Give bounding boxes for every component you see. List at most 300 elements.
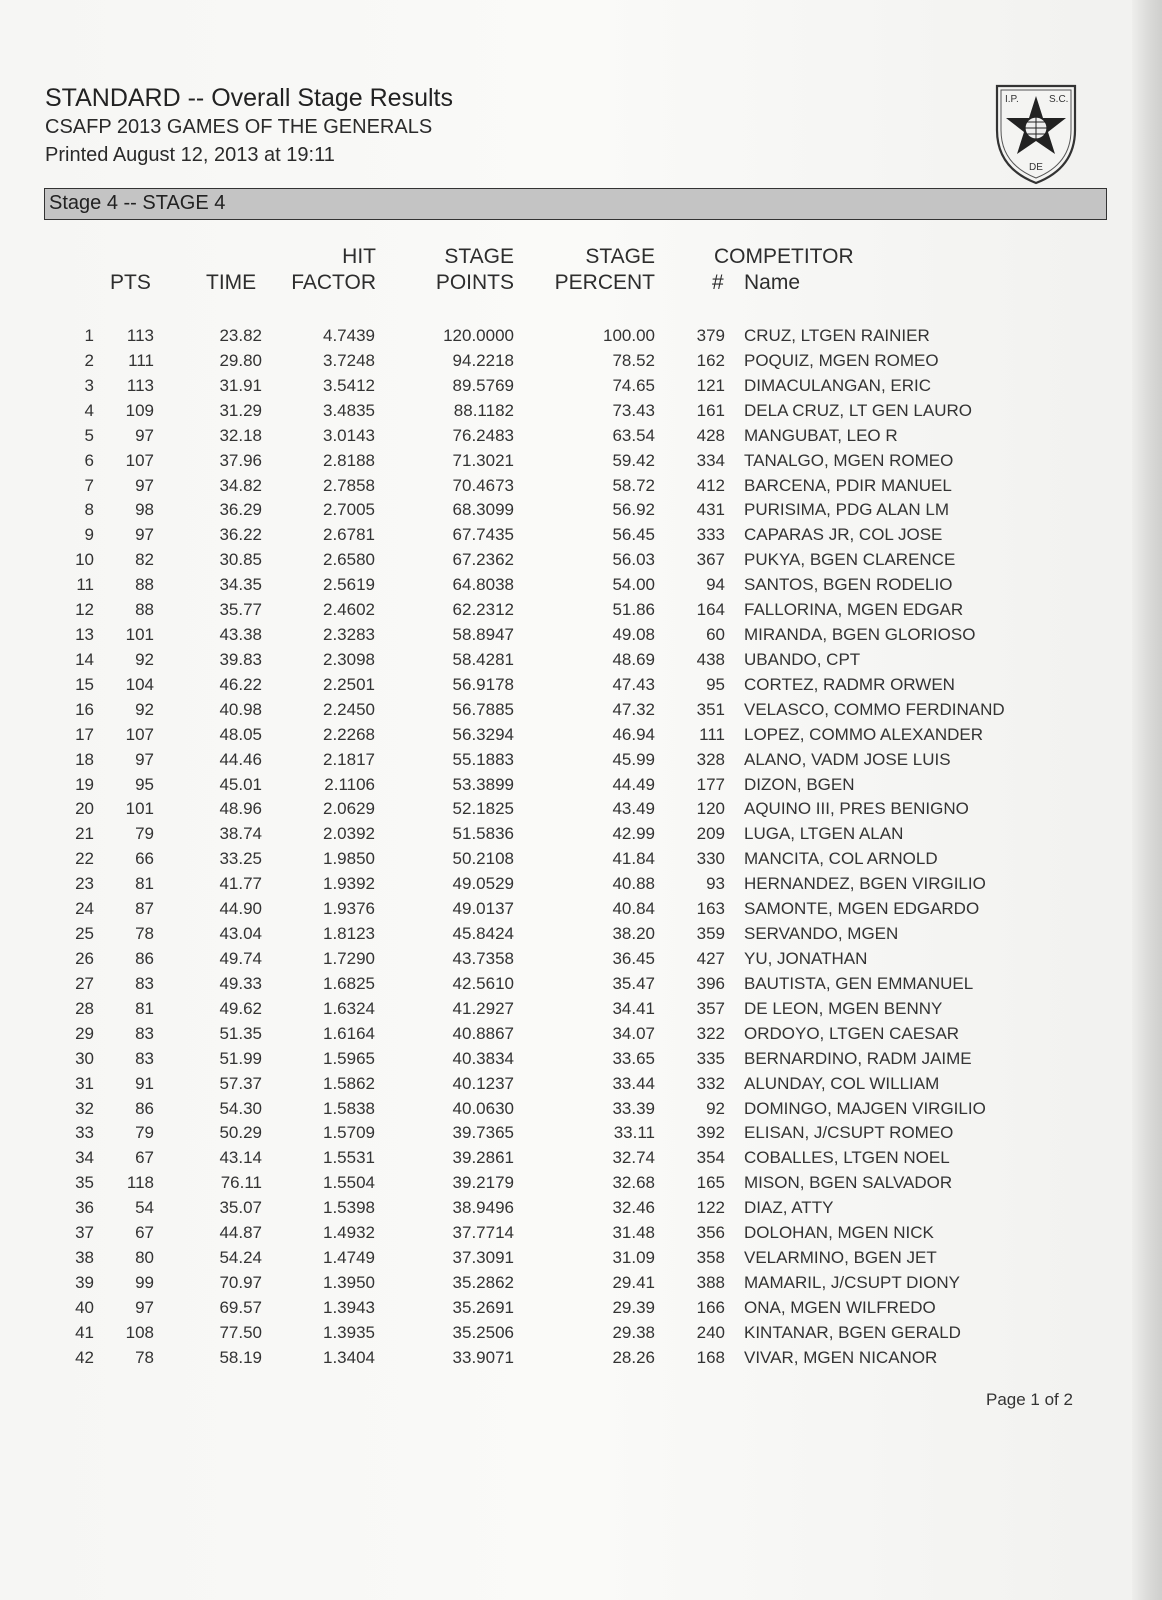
stage-points-cell: 55.1883 [452, 749, 514, 769]
competitor-number-cell: 164 [696, 600, 725, 620]
hit-factor-cell: 2.5619 [323, 575, 375, 595]
hit-factor-cell: 2.7858 [323, 475, 375, 495]
time-cell: 45.01 [219, 774, 262, 794]
stage-percent-cell: 34.41 [612, 998, 655, 1018]
competitor-name-cell: DIMACULANGAN, ERIC [744, 375, 932, 395]
rank-cell: 21 [75, 824, 94, 844]
table-row [0, 725, 1162, 750]
stage-percent-cell: 36.45 [612, 949, 655, 968]
ipsc-shield-logo [993, 82, 1079, 186]
time-cell: 35.77 [219, 600, 262, 620]
table-row [0, 1099, 1162, 1124]
rank-cell: 3 [84, 375, 94, 395]
time-cell: 40.98 [219, 699, 262, 719]
rank-cell: 42 [75, 1347, 94, 1367]
stage-points-cell: 33.9071 [452, 1347, 514, 1367]
competitor-number-cell: 358 [696, 1248, 725, 1268]
stage-points-cell: 76.2483 [452, 425, 514, 445]
hit-factor-cell: 2.7005 [323, 500, 375, 520]
rank-cell: 2 [84, 350, 94, 370]
hit-factor-cell: 1.5709 [323, 1123, 375, 1143]
table-row [0, 974, 1162, 999]
table-row [0, 1273, 1162, 1298]
points-cell: 95 [135, 774, 154, 794]
table-row [0, 351, 1162, 376]
time-cell: 43.38 [219, 625, 262, 645]
hit-factor-cell: 1.5838 [323, 1098, 375, 1118]
stage-percent-cell: 44.49 [612, 774, 655, 794]
points-cell: 54 [135, 1198, 154, 1218]
competitor-name-cell: DIAZ, ATTY [744, 1198, 834, 1218]
hit-factor-cell: 2.2501 [323, 674, 375, 694]
competitor-number-cell: 357 [696, 998, 725, 1018]
rank-cell: 25 [75, 924, 94, 944]
rank-cell: 4 [84, 400, 94, 420]
rank-cell: 30 [75, 1048, 94, 1068]
table-row [0, 999, 1162, 1024]
stage-percent-cell: 32.46 [612, 1198, 655, 1218]
competitor-name-cell: BARCENA, PDIR MANUEL [744, 475, 952, 495]
table-row [0, 949, 1162, 974]
competitor-name-cell: SERVANDO, MGEN [744, 924, 899, 944]
rank-cell: 16 [75, 699, 94, 719]
stage-points-cell: 53.3899 [452, 774, 514, 794]
hit-factor-cell: 1.6825 [323, 973, 375, 993]
stage-percent-cell: 51.86 [612, 600, 655, 620]
time-cell: 44.90 [219, 899, 262, 919]
competitor-name-cell: VIVAR, MGEN NICANOR [744, 1347, 938, 1367]
time-cell: 43.04 [219, 924, 262, 944]
points-cell: 113 [126, 375, 154, 395]
time-cell: 39.83 [219, 649, 262, 669]
stage-points-cell: 35.2691 [452, 1297, 514, 1317]
hit-factor-cell: 2.0629 [323, 799, 375, 819]
points-cell: 97 [135, 475, 154, 495]
stage-points-cell: 56.9178 [452, 674, 514, 694]
points-cell: 97 [135, 749, 154, 769]
competitor-number-cell: 161 [696, 400, 725, 420]
competitor-number-cell: 322 [696, 1023, 725, 1043]
time-cell: 23.82 [219, 326, 262, 345]
competitor-number-cell: 177 [696, 774, 725, 794]
competitor-name-cell: KINTANAR, BGEN GERALD [744, 1322, 961, 1342]
stage-percent-cell: 78.52 [612, 350, 655, 370]
time-cell: 69.57 [219, 1297, 262, 1317]
time-cell: 33.25 [219, 849, 262, 869]
stage-points-cell: 50.2108 [452, 849, 514, 869]
time-cell: 38.74 [219, 824, 262, 844]
stage-points-cell: 70.4673 [452, 475, 514, 495]
competitor-number-cell: 330 [696, 849, 725, 869]
competitor-number-cell: 392 [696, 1123, 725, 1143]
competitor-name-cell: LOPEZ, COMMO ALEXANDER [744, 724, 983, 744]
table-row [0, 799, 1162, 824]
stage-percent-cell: 47.32 [612, 699, 655, 719]
stage-percent-cell: 40.84 [612, 899, 655, 919]
competitor-number-cell: 356 [696, 1223, 725, 1243]
table-row [0, 1024, 1162, 1049]
header-number: # [712, 271, 724, 294]
points-cell: 79 [135, 824, 154, 844]
time-cell: 58.19 [219, 1347, 262, 1367]
header-stage-points-1: STAGE [444, 245, 514, 268]
stage-points-cell: 37.7714 [452, 1223, 514, 1243]
time-cell: 54.30 [219, 1098, 262, 1118]
competitor-number-cell: 333 [696, 525, 725, 545]
time-cell: 43.14 [219, 1148, 262, 1168]
time-cell: 49.74 [219, 949, 262, 968]
hit-factor-cell: 2.3098 [323, 649, 375, 669]
competitor-number-cell: 328 [696, 749, 725, 769]
rank-cell: 35 [75, 1173, 94, 1193]
header-competitor: COMPETITOR [714, 245, 854, 268]
competitor-number-cell: 334 [696, 450, 725, 470]
time-cell: 34.35 [219, 575, 262, 595]
rank-cell: 38 [75, 1248, 94, 1268]
stage-percent-cell: 34.07 [612, 1023, 655, 1043]
competitor-name-cell: DE LEON, MGEN BENNY [744, 998, 943, 1018]
table-row [0, 750, 1162, 775]
hit-factor-cell: 1.4932 [323, 1223, 375, 1243]
competitor-number-cell: 396 [696, 973, 725, 993]
time-cell: 57.37 [219, 1073, 262, 1093]
competitor-number-cell: 94 [706, 575, 725, 595]
event-name: CSAFP 2013 GAMES OF THE GENERALS [45, 116, 433, 138]
competitor-number-cell: 367 [696, 550, 725, 570]
hit-factor-cell: 1.9392 [323, 874, 375, 894]
stage-percent-cell: 38.20 [612, 924, 655, 944]
hit-factor-cell: 1.3950 [323, 1272, 375, 1292]
stage-points-cell: 41.2927 [452, 998, 514, 1018]
hit-factor-cell: 1.3935 [323, 1322, 375, 1342]
stage-percent-cell: 28.26 [612, 1347, 655, 1367]
stage-points-cell: 52.1825 [452, 799, 514, 819]
points-cell: 78 [135, 924, 154, 944]
rank-cell: 24 [75, 899, 94, 919]
hit-factor-cell: 1.5504 [323, 1173, 375, 1193]
rank-cell: 41 [75, 1322, 94, 1342]
table-row [0, 401, 1162, 426]
competitor-name-cell: LUGA, LTGEN ALAN [744, 824, 904, 844]
rank-cell: 20 [75, 799, 94, 819]
points-cell: 66 [135, 849, 154, 869]
header-factor: FACTOR [291, 271, 376, 294]
table-row [0, 899, 1162, 924]
header-stage-points-2: POINTS [435, 271, 514, 294]
points-cell: 83 [135, 973, 154, 993]
hit-factor-cell: 1.3943 [323, 1297, 375, 1317]
header-pts: PTS [110, 271, 151, 294]
stage-points-cell: 35.2862 [452, 1272, 514, 1292]
stage-percent-cell: 45.99 [612, 749, 655, 769]
points-cell: 97 [135, 425, 154, 445]
points-cell: 78 [135, 1347, 154, 1367]
hit-factor-cell: 2.1817 [323, 749, 375, 769]
hit-factor-cell: 1.5862 [323, 1073, 375, 1093]
table-row [0, 550, 1162, 575]
hit-factor-cell: 1.5965 [323, 1048, 375, 1068]
hit-factor-cell: 2.4602 [323, 600, 375, 620]
competitor-number-cell: 165 [696, 1173, 725, 1193]
stage-points-cell: 39.7365 [452, 1123, 514, 1143]
competitor-number-cell: 162 [696, 350, 725, 370]
hit-factor-cell: 4.7439 [323, 326, 375, 345]
competitor-name-cell: UBANDO, CPT [744, 649, 861, 669]
stage-percent-cell: 33.11 [613, 1123, 655, 1143]
stage-percent-cell: 46.94 [612, 724, 655, 744]
printed-timestamp: Printed August 12, 2013 at 19:11 [45, 144, 335, 166]
logo-text-right: S.C. [1049, 94, 1069, 105]
stage-percent-cell: 47.43 [612, 674, 655, 694]
rank-cell: 10 [75, 550, 94, 570]
points-cell: 104 [125, 674, 154, 694]
hit-factor-cell: 1.4749 [323, 1248, 375, 1268]
competitor-number-cell: 163 [696, 899, 725, 919]
rank-cell: 12 [75, 600, 94, 620]
stage-percent-cell: 33.44 [612, 1073, 655, 1093]
points-cell: 91 [135, 1073, 154, 1093]
rank-cell: 11 [76, 575, 94, 595]
rank-cell: 22 [75, 849, 94, 869]
hit-factor-cell: 1.5398 [323, 1198, 375, 1218]
points-cell: 111 [128, 350, 154, 370]
hit-factor-cell: 1.6164 [323, 1023, 375, 1043]
stage-points-cell: 56.7885 [452, 699, 514, 719]
hit-factor-cell: 2.2268 [323, 724, 375, 744]
competitor-name-cell: CORTEZ, RADMR ORWEN [744, 674, 955, 694]
hit-factor-cell: 1.6324 [323, 998, 375, 1018]
rank-cell: 19 [75, 774, 94, 794]
competitor-name-cell: YU, JONATHAN [744, 949, 868, 968]
report-title: STANDARD -- Overall Stage Results [45, 84, 453, 112]
competitor-name-cell: HERNANDEZ, BGEN VIRGILIO [744, 874, 986, 894]
stage-points-cell: 38.9496 [452, 1198, 514, 1218]
rank-cell: 40 [75, 1297, 94, 1317]
hit-factor-cell: 3.0143 [323, 425, 375, 445]
stage-points-cell: 94.2218 [452, 350, 514, 370]
hit-factor-cell: 1.8123 [323, 924, 375, 944]
competitor-number-cell: 351 [696, 699, 725, 719]
stage-points-cell: 39.2179 [452, 1173, 514, 1193]
header-stage-percent-1: STAGE [585, 245, 655, 268]
points-cell: 101 [125, 799, 154, 819]
competitor-name-cell: COBALLES, LTGEN NOEL [744, 1148, 950, 1168]
rank-cell: 31 [75, 1073, 94, 1093]
hit-factor-cell: 3.7248 [323, 350, 375, 370]
stage-percent-cell: 40.88 [612, 874, 655, 894]
stage-points-cell: 49.0137 [452, 899, 514, 919]
time-cell: 44.87 [219, 1223, 262, 1243]
competitor-name-cell: ORDOYO, LTGEN CAESAR [744, 1023, 960, 1043]
hit-factor-cell: 1.9850 [323, 849, 375, 869]
competitor-number-cell: 379 [696, 326, 725, 345]
rank-cell: 23 [75, 874, 94, 894]
points-cell: 83 [135, 1048, 154, 1068]
competitor-name-cell: ALUNDAY, COL WILLIAM [744, 1073, 940, 1093]
competitor-name-cell: MAMARIL, J/CSUPT DIONY [744, 1272, 960, 1292]
stage-label: Stage 4 -- STAGE 4 [49, 192, 226, 214]
competitor-number-cell: 209 [696, 824, 725, 844]
hit-factor-cell: 2.6580 [323, 550, 375, 570]
competitor-name-cell: MANCITA, COL ARNOLD [744, 849, 938, 869]
table-row [0, 625, 1162, 650]
time-cell: 49.62 [219, 998, 262, 1018]
time-cell: 29.80 [219, 350, 262, 370]
stage-percent-cell: 33.39 [612, 1098, 655, 1118]
rank-cell: 37 [75, 1223, 94, 1243]
competitor-number-cell: 92 [706, 1098, 725, 1118]
points-cell: 88 [135, 575, 154, 595]
points-cell: 67 [135, 1148, 154, 1168]
stage-points-cell: 49.0529 [452, 874, 514, 894]
competitor-name-cell: ALANO, VADM JOSE LUIS [744, 749, 951, 769]
points-cell: 97 [135, 1297, 154, 1317]
time-cell: 54.24 [219, 1248, 262, 1268]
time-cell: 30.85 [219, 550, 262, 570]
table-row [0, 824, 1162, 849]
stage-points-cell: 43.7358 [452, 949, 514, 968]
competitor-name-cell: PUKYA, BGEN CLARENCE [744, 550, 956, 570]
competitor-name-cell: MANGUBAT, LEO R [744, 425, 898, 445]
stage-percent-cell: 56.03 [612, 550, 655, 570]
competitor-number-cell: 121 [696, 375, 725, 395]
stage-points-cell: 71.3021 [452, 450, 514, 470]
competitor-name-cell: ELISAN, J/CSUPT ROMEO [744, 1123, 954, 1143]
competitor-name-cell: MIRANDA, BGEN GLORIOSO [744, 625, 976, 645]
time-cell: 44.46 [219, 749, 262, 769]
stage-percent-cell: 35.47 [612, 973, 655, 993]
competitor-name-cell: BAUTISTA, GEN EMMANUEL [744, 973, 974, 993]
stage-points-cell: 120.0000 [443, 326, 514, 345]
competitor-number-cell: 93 [706, 874, 725, 894]
hit-factor-cell: 3.5412 [323, 375, 375, 395]
time-cell: 51.99 [219, 1048, 262, 1068]
stage-percent-cell: 31.48 [612, 1223, 655, 1243]
rank-cell: 13 [75, 625, 94, 645]
logo-text-bottom: DE [1029, 162, 1043, 173]
time-cell: 48.96 [219, 799, 262, 819]
stage-points-cell: 40.8867 [452, 1023, 514, 1043]
points-cell: 86 [135, 949, 154, 968]
rank-cell: 27 [75, 973, 94, 993]
rank-cell: 9 [84, 525, 94, 545]
points-cell: 87 [135, 899, 154, 919]
hit-factor-cell: 2.0392 [323, 824, 375, 844]
competitor-number-cell: 60 [706, 625, 725, 645]
stage-percent-cell: 49.08 [612, 625, 655, 645]
header-time: TIME [206, 271, 257, 294]
table-row [0, 1148, 1162, 1173]
stage-percent-cell: 32.68 [612, 1173, 655, 1193]
stage-percent-cell: 58.72 [612, 475, 655, 495]
header-name: Name [744, 271, 801, 294]
stage-points-cell: 42.5610 [452, 973, 514, 993]
stage-points-cell: 58.8947 [452, 625, 514, 645]
stage-points-cell: 40.3834 [452, 1048, 514, 1068]
stage-points-cell: 67.2362 [452, 550, 514, 570]
stage-percent-cell: 29.39 [612, 1297, 655, 1317]
rank-cell: 39 [75, 1272, 94, 1292]
table-row [0, 376, 1162, 401]
competitor-number-cell: 332 [696, 1073, 725, 1093]
competitor-number-cell: 427 [696, 949, 725, 968]
competitor-number-cell: 412 [696, 475, 725, 495]
time-cell: 36.22 [219, 525, 262, 545]
stage-points-cell: 67.7435 [452, 525, 514, 545]
points-cell: 108 [125, 1322, 154, 1342]
stage-percent-cell: 100.00 [603, 326, 655, 345]
stage-percent-cell: 54.00 [612, 575, 655, 595]
table-row [0, 1348, 1162, 1373]
competitor-name-cell: DOLOHAN, MGEN NICK [744, 1223, 934, 1243]
stage-percent-cell: 56.45 [612, 525, 655, 545]
points-cell: 67 [135, 1223, 154, 1243]
competitor-number-cell: 122 [696, 1198, 725, 1218]
competitor-number-cell: 120 [696, 799, 725, 819]
competitor-number-cell: 388 [696, 1272, 725, 1292]
stage-percent-cell: 59.42 [612, 450, 655, 470]
points-cell: 82 [135, 550, 154, 570]
time-cell: 32.18 [219, 425, 262, 445]
competitor-name-cell: DIZON, BGEN [744, 774, 855, 794]
rank-cell: 18 [75, 749, 94, 769]
stage-points-cell: 39.2861 [452, 1148, 514, 1168]
competitor-name-cell: ONA, MGEN WILFREDO [744, 1297, 936, 1317]
time-cell: 77.50 [219, 1322, 262, 1342]
points-cell: 109 [125, 400, 154, 420]
time-cell: 46.22 [219, 674, 262, 694]
competitor-number-cell: 168 [696, 1347, 725, 1367]
header-stage-percent-2: PERCENT [554, 271, 655, 294]
table-row [0, 1223, 1162, 1248]
points-cell: 83 [135, 1023, 154, 1043]
table-row [0, 1248, 1162, 1273]
hit-factor-cell: 2.3283 [323, 625, 375, 645]
points-cell: 79 [135, 1123, 154, 1143]
time-cell: 48.05 [219, 724, 262, 744]
points-cell: 98 [135, 500, 154, 520]
stage-points-cell: 56.3294 [452, 724, 514, 744]
table-row [0, 575, 1162, 600]
stage-points-cell: 40.0630 [452, 1098, 514, 1118]
stage-percent-cell: 31.09 [612, 1248, 655, 1268]
competitor-number-cell: 438 [696, 649, 725, 669]
table-row [0, 700, 1162, 725]
header-hit: HIT [342, 245, 376, 268]
time-cell: 51.35 [219, 1023, 262, 1043]
table-row [0, 1198, 1162, 1223]
time-cell: 50.29 [219, 1123, 262, 1143]
points-cell: 107 [125, 450, 154, 470]
hit-factor-cell: 1.3404 [323, 1347, 375, 1367]
competitor-name-cell: MISON, BGEN SALVADOR [744, 1173, 953, 1193]
logo-text-left: I.P. [1005, 94, 1019, 105]
rank-cell: 17 [75, 724, 94, 744]
hit-factor-cell: 2.2450 [323, 699, 375, 719]
points-cell: 92 [135, 649, 154, 669]
table-row [0, 874, 1162, 899]
stage-percent-cell: 41.84 [612, 849, 655, 869]
table-row [0, 1074, 1162, 1099]
hit-factor-cell: 1.7290 [323, 949, 375, 968]
stage-percent-cell: 74.65 [612, 375, 655, 395]
table-row [0, 1298, 1162, 1323]
competitor-number-cell: 335 [696, 1048, 725, 1068]
competitor-number-cell: 354 [696, 1148, 725, 1168]
table-row [0, 525, 1162, 550]
competitor-name-cell: POQUIZ, MGEN ROMEO [744, 350, 939, 370]
time-cell: 31.91 [219, 375, 262, 395]
